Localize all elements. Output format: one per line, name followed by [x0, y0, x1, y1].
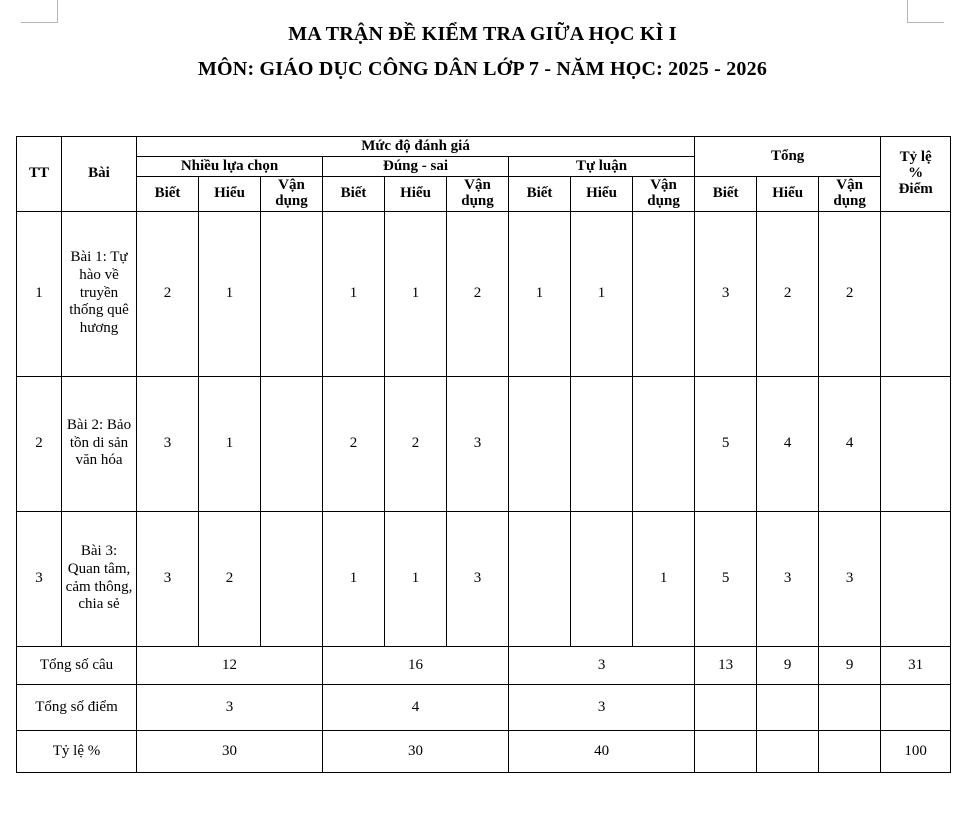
header-group-tu-luan: Tự luận [509, 157, 695, 177]
cell-r1-nlc-van [261, 211, 323, 376]
header-ds-van: Vận [464, 177, 491, 193]
cell-r2-ds-van: 3 [447, 376, 509, 511]
cell-r2-ds-biet: 2 [323, 376, 385, 511]
header-group-nhieu-lua-chon: Nhiều lựa chọn [137, 157, 323, 177]
cell-r3-tong-biet: 5 [695, 511, 757, 646]
cell-sum-diem-tong-van [819, 684, 881, 730]
cell-bai-3: Bài 3: Quan tâm, cảm thông, chia sẻ [62, 511, 137, 646]
cell-r1-ds-hieu: 1 [385, 211, 447, 376]
cell-r1-nlc-hieu: 1 [199, 211, 261, 376]
cell-sum-tyle-nlc: 30 [137, 730, 323, 772]
cell-sum-diem-ds: 4 [323, 684, 509, 730]
header-tong-dung: dụng [833, 192, 866, 209]
cell-r3-tl-hieu [571, 511, 633, 646]
cell-r3-tl-biet [509, 511, 571, 646]
cell-r3-tl-van: 1 [633, 511, 695, 646]
header-tl-biet: Biết [509, 177, 571, 212]
cell-sum-diem-tong-hieu [757, 684, 819, 730]
cell-sum-tyle-ty-le: 100 [881, 730, 951, 772]
cell-sum-cau-tong-hieu: 9 [757, 646, 819, 684]
matrix-table-container [16, 136, 950, 773]
cell-r1-tl-van [633, 211, 695, 376]
cell-bai-1: Bài 1: Tự hào về truyền thống quê hương [62, 211, 137, 376]
cell-sum-cau-ds: 16 [323, 646, 509, 684]
cell-r2-tong-biet: 5 [695, 376, 757, 511]
header-ds-biet: Biết [323, 177, 385, 212]
table-body [17, 211, 951, 772]
header-tl-hieu: Hiểu [571, 177, 633, 212]
header-tt: TT [17, 137, 62, 212]
cell-r2-nlc-hieu: 1 [199, 376, 261, 511]
page-subtitle: MÔN: GIÁO DỤC CÔNG DÂN LỚP 7 - NĂM HỌC: 2025 - 2026 [197, 58, 768, 80]
cell-sum-tyle-tong-van [819, 730, 881, 772]
header-nlc-hieu: Hiểu [199, 177, 261, 212]
cell-tt-3: 3 [17, 511, 62, 646]
cell-r1-tong-van: 2 [819, 211, 881, 376]
cell-r2-nlc-biet: 3 [137, 376, 199, 511]
cell-r3-nlc-hieu: 2 [199, 511, 261, 646]
page-title: MA TRẬN ĐỀ KIỂM TRA GIỮA HỌC KÌ I [288, 23, 677, 45]
cell-r2-tong-van: 4 [819, 376, 881, 511]
cell-sum-cau-ty-le: 31 [881, 646, 951, 684]
cell-sum-cau-nlc: 12 [137, 646, 323, 684]
cell-r1-nlc-biet: 2 [137, 211, 199, 376]
header-tong: Tổng [695, 137, 881, 177]
cell-tt-1: 1 [17, 211, 62, 376]
cell-sum-cau-tong-van: 9 [819, 646, 881, 684]
header-ty-le-line1: Tỷ lệ [899, 149, 932, 166]
cell-sum-tyle-tl: 40 [509, 730, 695, 772]
header-bai: Bài [62, 137, 137, 212]
header-ty-le-diem [881, 137, 951, 212]
cell-sum-tyle-ds: 30 [323, 730, 509, 772]
header-group-dung-sai: Đúng - sai [323, 157, 509, 177]
cell-r1-tl-hieu: 1 [571, 211, 633, 376]
cell-r3-tong-hieu: 3 [757, 511, 819, 646]
header-ty-le-line3: Điểm [898, 180, 933, 197]
header-tong-biet: Biết [695, 177, 757, 212]
label-tong-so-cau: Tổng số câu [17, 646, 137, 684]
cell-r2-tong-hieu: 4 [757, 376, 819, 511]
header-tl-van: Vận [650, 177, 677, 193]
exam-matrix-table [16, 136, 951, 773]
cell-sum-tyle-tong-hieu [757, 730, 819, 772]
header-ty-le-line2: % [908, 164, 924, 181]
cell-r2-tl-hieu [571, 376, 633, 511]
cell-r3-nlc-van [261, 511, 323, 646]
page-margin-mark-left [21, 0, 58, 23]
header-ds-van-dung [447, 177, 509, 212]
header-row-levels [17, 177, 951, 212]
label-tong-so-diem: Tổng số điểm [17, 684, 137, 730]
cell-r1-tl-biet: 1 [509, 211, 571, 376]
cell-r2-tl-van [633, 376, 695, 511]
cell-r2-nlc-van [261, 376, 323, 511]
header-tl-van-dung [633, 177, 695, 212]
cell-r3-ds-biet: 1 [323, 511, 385, 646]
table-header [17, 137, 951, 212]
cell-sum-diem-tong-biet [695, 684, 757, 730]
cell-sum-cau-tong-biet: 13 [695, 646, 757, 684]
header-tl-dung: dụng [647, 192, 680, 209]
header-nlc-biet: Biết [137, 177, 199, 212]
table-row [17, 511, 951, 646]
table-row [17, 211, 951, 376]
header-nlc-van-dung [261, 177, 323, 212]
cell-sum-cau-tl: 3 [509, 646, 695, 684]
summary-row-tong-so-cau [17, 646, 951, 684]
header-row-top [17, 137, 951, 157]
cell-tt-2: 2 [17, 376, 62, 511]
label-ty-le-phan-tram: Tỷ lệ % [17, 730, 137, 772]
cell-r3-ds-hieu: 1 [385, 511, 447, 646]
cell-sum-diem-tl: 3 [509, 684, 695, 730]
header-nlc-dung: dụng [275, 192, 308, 209]
header-muc-do-danh-gia: Mức độ đánh giá [137, 137, 695, 157]
cell-r1-ty-le [881, 211, 951, 376]
cell-sum-diem-nlc: 3 [137, 684, 323, 730]
header-tong-hieu: Hiểu [757, 177, 819, 212]
cell-r1-ds-biet: 1 [323, 211, 385, 376]
header-tong-van-dung [819, 177, 881, 212]
cell-sum-diem-ty-le [881, 684, 951, 730]
document-title-block [0, 0, 965, 82]
header-tong-van: Vận [836, 177, 863, 193]
cell-r3-ty-le [881, 511, 951, 646]
cell-bai-2: Bài 2: Bảo tồn di sản văn hóa [62, 376, 137, 511]
cell-r2-tl-biet [509, 376, 571, 511]
page-margin-mark-right [907, 0, 944, 23]
cell-sum-tyle-tong-biet [695, 730, 757, 772]
summary-row-tong-so-diem [17, 684, 951, 730]
cell-r1-tong-hieu: 2 [757, 211, 819, 376]
header-ds-hieu: Hiểu [385, 177, 447, 212]
cell-r3-nlc-biet: 3 [137, 511, 199, 646]
header-ds-dung: dụng [461, 192, 494, 209]
summary-row-ty-le-phan-tram [17, 730, 951, 772]
header-nlc-van: Vận [278, 177, 305, 193]
cell-r3-tong-van: 3 [819, 511, 881, 646]
cell-r2-ds-hieu: 2 [385, 376, 447, 511]
table-row [17, 376, 951, 511]
cell-r2-ty-le [881, 376, 951, 511]
cell-r3-ds-van: 3 [447, 511, 509, 646]
cell-r1-ds-van: 2 [447, 211, 509, 376]
cell-r1-tong-biet: 3 [695, 211, 757, 376]
